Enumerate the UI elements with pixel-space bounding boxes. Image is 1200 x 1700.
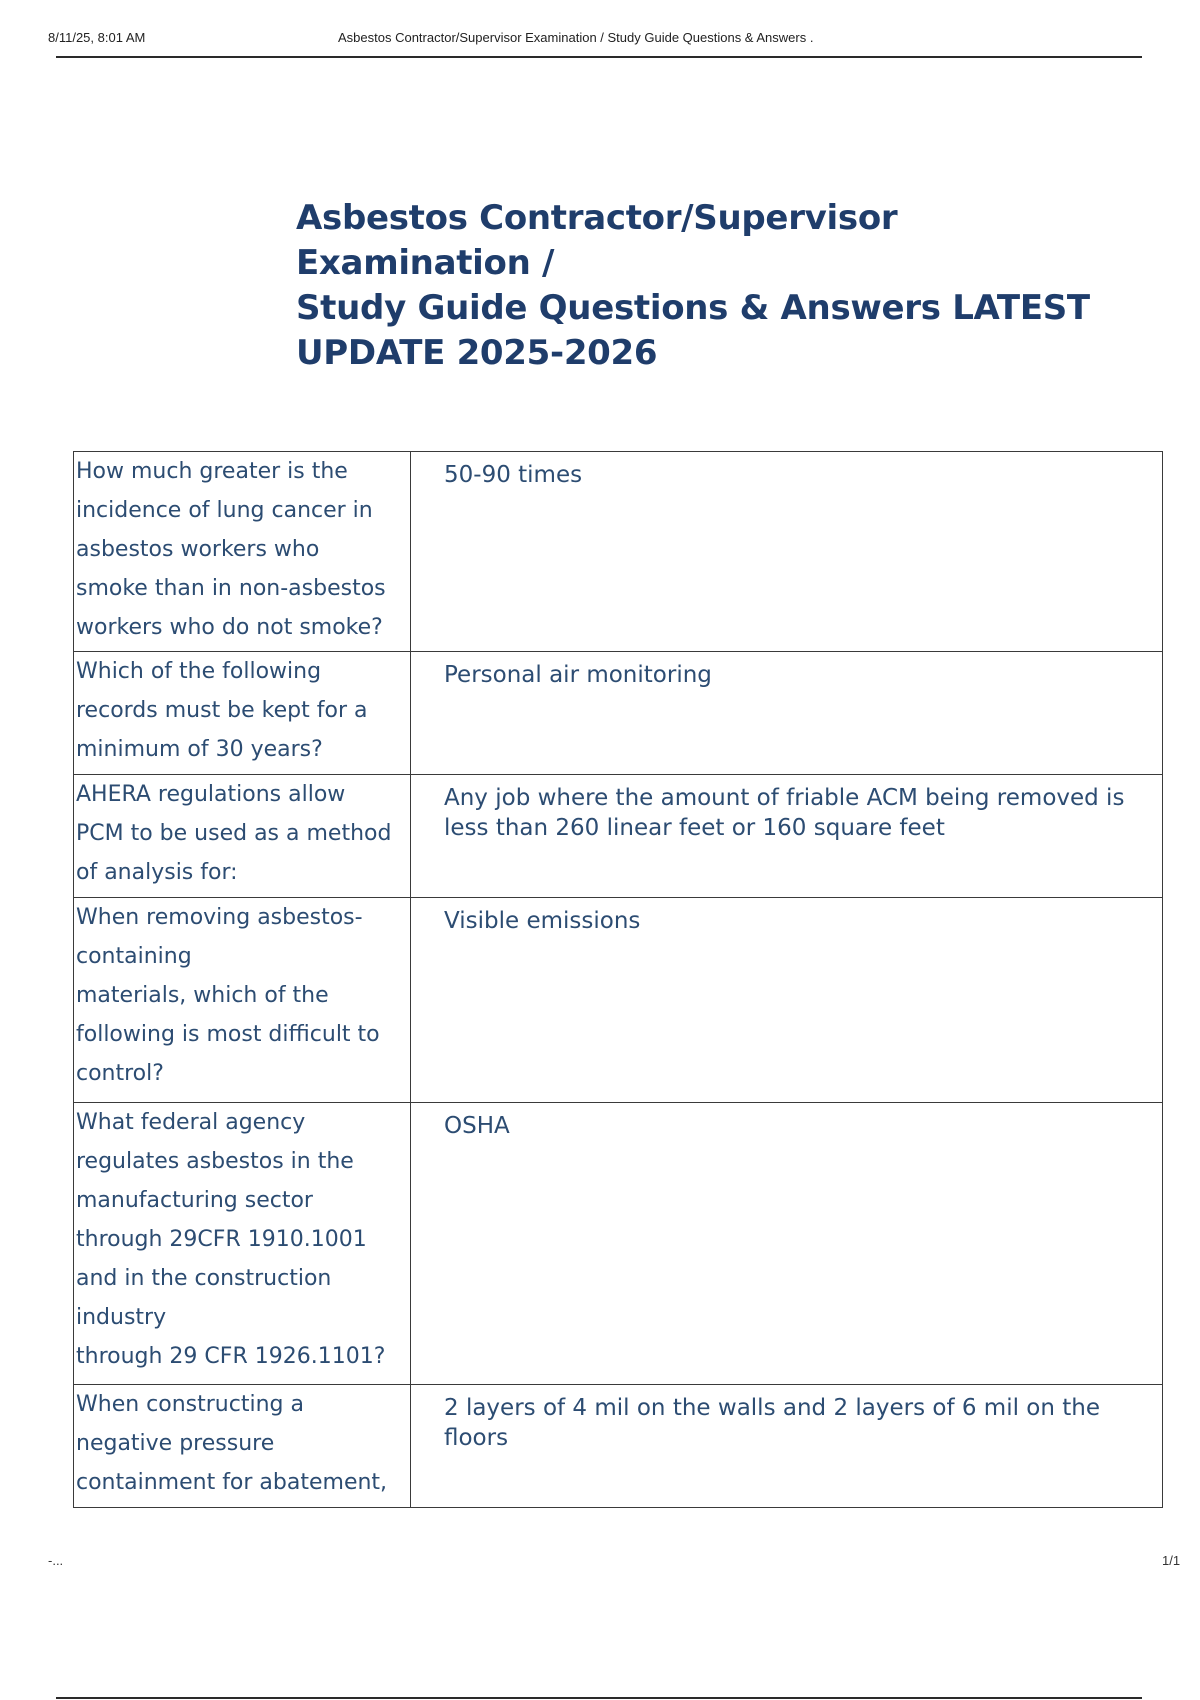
answer-cell: Personal air monitoring <box>411 652 1163 775</box>
table-row <box>74 898 1163 1103</box>
answer-cell: 50-90 times <box>411 452 1163 652</box>
footer-url-truncated: -... <box>48 1553 64 1568</box>
bottom-divider <box>56 1697 1142 1699</box>
question-cell: Which of the following records must be kept for a minimum of 30 years? <box>74 652 411 775</box>
table-row <box>74 452 1163 652</box>
question-cell: When constructing a negative pressure containment for abatement, <box>74 1385 411 1508</box>
qa-table <box>73 451 1163 1508</box>
table-row <box>74 1103 1163 1385</box>
document-title: Asbestos Contractor/Supervisor Examination / Study Guide Questions & Answers LATEST UPDATE 2025-2026 <box>296 198 1090 373</box>
print-date: 8/11/25, 8:01 AM <box>48 30 146 45</box>
question-cell: How much greater is the incidence of lung cancer in asbestos workers who smoke than in non-asbestos workers who do not smoke? <box>74 452 411 652</box>
print-header <box>48 30 1144 56</box>
answer-cell: Any job where the amount of friable ACM being removed is less than 260 linear feet or 160 square feet <box>411 775 1163 898</box>
answer-cell: OSHA <box>411 1103 1163 1385</box>
print-title: Asbestos Contractor/Supervisor Examination / Study Guide Questions & Answers . <box>338 30 814 45</box>
table-row <box>74 1385 1163 1508</box>
page-number: 1/1 <box>1162 1553 1181 1568</box>
table-row <box>74 775 1163 898</box>
question-cell: What federal agency regulates asbestos in the manufacturing sector through 29CFR 1910.1001 and in the construction industry through 29 CFR 1926.1101? <box>74 1103 411 1385</box>
table-row <box>74 652 1163 775</box>
answer-cell: Visible emissions <box>411 898 1163 1103</box>
question-cell: When removing asbestos- containing materials, which of the following is most difficult to control? <box>74 898 411 1103</box>
header-divider <box>56 56 1142 58</box>
question-cell: AHERA regulations allow PCM to be used as a method of analysis for: <box>74 775 411 898</box>
answer-cell: 2 layers of 4 mil on the walls and 2 layers of 6 mil on the floors <box>411 1385 1163 1508</box>
